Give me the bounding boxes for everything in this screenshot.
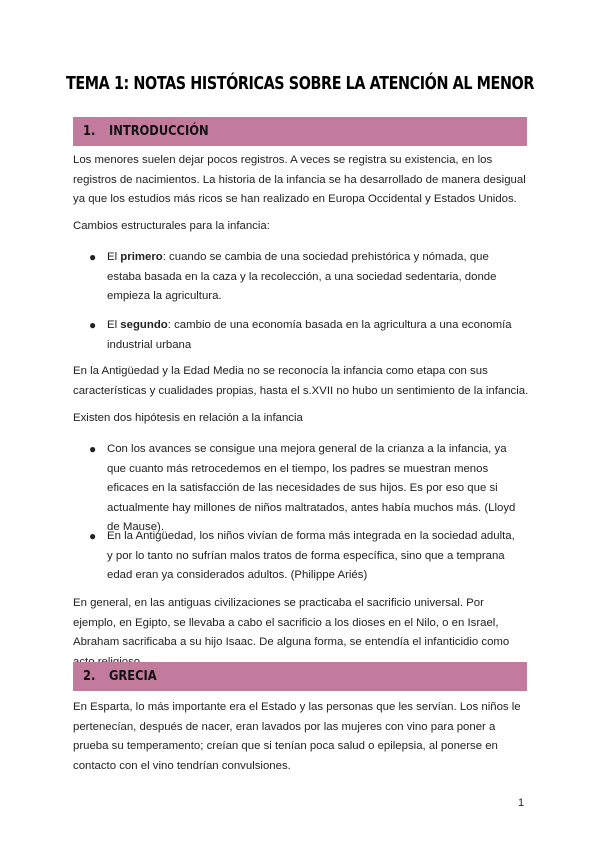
- bullet-text: El: [107, 251, 121, 263]
- paragraph: Cambios estructurales para la infancia:: [73, 220, 270, 232]
- page-number: 1: [518, 797, 525, 809]
- bullet-dot: ●: [89, 250, 97, 264]
- bullet-item: [107, 316, 521, 355]
- document-title: TEMA 1: NOTAS HISTÓRICAS SOBRE LA ATENCIÓN AL MENOR: [66, 74, 534, 94]
- bullet-dot: ●: [89, 529, 97, 543]
- paragraph: En general, en las antiguas civilizaciones se practicaba el sacrificio universal. Por ejemplo, en Egipto, se llevaba a cabo el sacrificio a los dioses en el Nilo, o en Israel, Abraham sacrificaba a su hijo Isaac. De alguna forma, se entendía el infanticidio como: [73, 597, 510, 648]
- paragraph: En Esparta, lo más importante era el Estado y las personas que les servían. Los niños le pertenecían, después de nacer, eran lavados por las mujeres con vino para poner a prueba su temperamento; creían que si tenían poca salud o epilepsia, al ponerse en contacto con el vino tendrían convulsiones.: [73, 701, 521, 772]
- bullet-item: [107, 248, 521, 307]
- section-number: 1.: [83, 123, 96, 139]
- bold-term: segundo: [120, 319, 168, 331]
- bullet-text: : cambio de una economía basada en la agricultura a una economía industrial urbana: [107, 319, 512, 351]
- section-title: INTRODUCCIÓN: [109, 123, 209, 139]
- section-header-introduccion: [73, 117, 527, 146]
- paragraph: Existen dos hipótesis en relación a la infancia: [73, 412, 303, 424]
- paragraph: En la Antigüedad y la Edad Media no se reconocía la infancia como etapa con sus características y cualidades propias, hasta el s.XVII no hubo un sentimiento de la infancia.: [73, 365, 529, 397]
- bullet-item: Con los avances se consigue una mejora general de la crianza a la infancia, ya que cuanto más retrocedemos en el tiempo, los padres se muestran menos eficaces en la satisfacción de las necesidades de sus hijos. Es por eso que si actualmente hay millones de niños maltratados, antes había muchos más. (Lloyd de Mause).: [107, 443, 516, 533]
- bullet-dot: ●: [89, 442, 97, 456]
- paragraph: Los menores suelen dejar pocos registros. A veces se registra su existencia, en los registros de nacimientos. La historia de la infancia se ha desarrollado de manera desigual ya que los estudios más ricos se han realizado en Europa Occidental y Estados Unidos.: [73, 154, 526, 205]
- bullet-text: : cuando se cambia de una sociedad prehistórica y nómada, que estaba basada en la caza y la recolección, a una sociedad sedentaria, donde empieza la agricultura.: [107, 251, 497, 302]
- section-header-grecia: [73, 662, 527, 691]
- bullet-dot: ●: [89, 318, 97, 332]
- section-number: 2.: [83, 668, 96, 684]
- bullet-item: En la Antigüedad, los niños vivían de forma más integrada en la sociedad adulta, y por lo tanto no sufrían malos tratos de forma específica, sino que a temprana edad eran ya considerados adultos. (Philippe Ariés): [107, 530, 515, 581]
- bullet-text: El: [107, 319, 121, 331]
- bold-term: primero: [120, 251, 163, 263]
- section-title: GRECIA: [109, 668, 157, 684]
